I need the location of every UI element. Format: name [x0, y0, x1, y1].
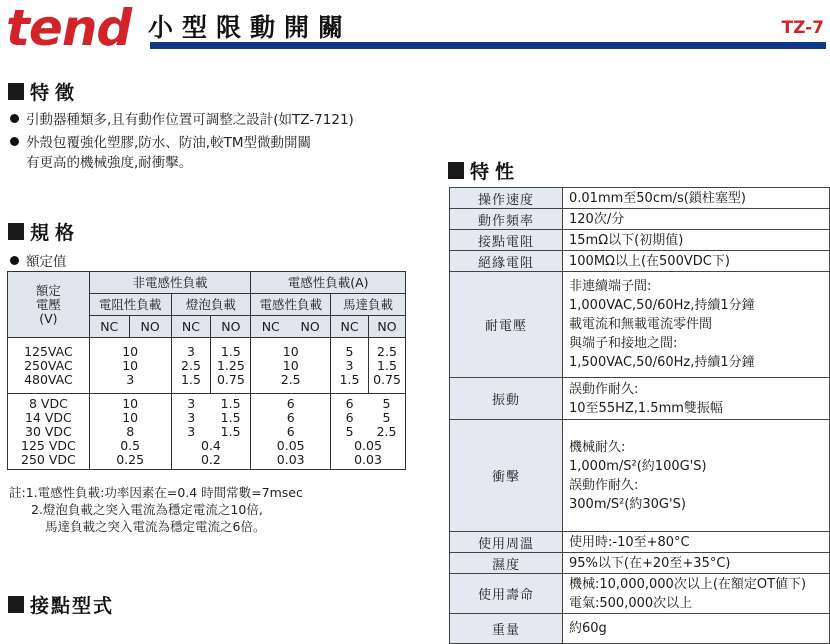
nc-no-header: NC NO [251, 316, 331, 338]
non-inductive-header: 非電感性負載 [89, 272, 251, 294]
characteristic-value-line: 誤動作耐久: [569, 381, 639, 397]
rated-voltage-header: 額定 電壓 (V) [8, 272, 90, 338]
features-title: 特徵 [30, 82, 81, 104]
ac-motor-nc-values: 5 3 1.5 [331, 338, 369, 394]
square-bullet-icon [8, 223, 24, 240]
dc-lamp-values: 3 3 3 1.5 1.5 1.5 0.4 0.2 [171, 394, 251, 470]
characteristic-key: 衝擊 [450, 420, 563, 532]
characteristic-value-line: 約60g [569, 621, 607, 636]
ac-inductive-values: 10 10 2.5 [251, 338, 331, 394]
feature-item-2-cont: 有更高的機械強度,耐衝擊。 [26, 155, 193, 171]
inductive-load-header: 電感性負載 [251, 294, 331, 316]
dc-motor-values: 6 6 5 5 5 2.5 0.05 0.03 [331, 394, 406, 470]
characteristic-key: 操作速度 [450, 188, 563, 209]
characteristic-value-line: 1,000m/S²(約100G'S) [569, 458, 707, 474]
header-divider-bar [150, 42, 826, 49]
rating-table [7, 271, 406, 470]
bullet-dot-icon [10, 256, 19, 265]
characteristic-value-line: 載電流和無載電流零件間 [569, 317, 713, 332]
characteristic-value-line: 機械:10,000,000次以上(在額定OT値下) [569, 576, 807, 592]
characteristic-row [450, 532, 830, 553]
characteristic-row [450, 553, 830, 574]
characteristic-value-line: 10至55HZ,1.5mm雙振幅 [569, 400, 723, 416]
model-code: TZ-7 [781, 18, 824, 38]
characteristic-row [450, 420, 830, 532]
characteristic-value-line: 120次/分 [569, 211, 625, 227]
feature-item-2: 外殼包覆強化塑膠,防水、防油,較TM型微動開關 [10, 131, 311, 151]
square-bullet-icon [448, 162, 464, 179]
characteristic-value [563, 272, 830, 378]
dc-voltages: 8 VDC 14 VDC 30 VDC 125 VDC 250 VDC [8, 394, 90, 470]
characteristics-heading [448, 157, 520, 184]
specs-heading [8, 218, 80, 245]
dc-inductive-values: 6 6 6 0.05 0.03 [251, 394, 331, 470]
characteristic-value [563, 532, 830, 553]
contact-title: 接點型式 [30, 595, 115, 617]
dc-resistive-values: 10 10 8 0.5 0.25 [89, 394, 171, 470]
square-bullet-icon [8, 596, 24, 613]
characteristic-value [563, 230, 830, 251]
characteristics-table [449, 187, 830, 644]
characteristic-key: 接點電阻 [450, 230, 563, 251]
characteristic-value [563, 188, 830, 209]
rated-label: 額定值 [10, 250, 67, 270]
no-header: NO [368, 316, 405, 338]
characteristic-row [450, 209, 830, 230]
characteristic-value-line: 1,500VAC,50/60Hz,持續1分鐘 [569, 355, 755, 370]
resistive-header: 電阻性負載 [89, 294, 171, 316]
characteristic-value [563, 378, 830, 420]
characteristic-value [563, 614, 830, 644]
characteristic-key: 振動 [450, 378, 563, 420]
characteristic-value [563, 574, 830, 614]
characteristic-value-line: 300m/S²(約30G'S) [569, 496, 686, 512]
ac-lamp-no-values: 1.5 1.25 0.75 [211, 338, 251, 394]
characteristic-row [450, 272, 830, 378]
notes [9, 484, 303, 535]
nc-header: NC [171, 316, 211, 338]
specs-title: 規格 [30, 222, 81, 244]
characteristics-title: 特性 [470, 161, 521, 183]
square-bullet-icon [8, 83, 24, 100]
note-1: 註:1.電感性負載:功率因素在=0.4 時間常數=7msec [9, 485, 303, 500]
characteristic-key: 耐電壓 [450, 272, 563, 378]
ac-motor-no-values: 2.5 1.5 0.75 [368, 338, 405, 394]
characteristic-value-line: 100MΩ以上(在500VDC下) [569, 253, 730, 269]
no-header: NO [129, 316, 171, 338]
characteristic-value [563, 553, 830, 574]
characteristic-row [450, 574, 830, 614]
characteristic-value-line: 1,000VAC,50/60Hz,持續1分鐘 [569, 298, 755, 313]
characteristic-key: 重量 [450, 614, 563, 644]
motor-header: 馬達負載 [331, 294, 406, 316]
characteristic-value [563, 420, 830, 532]
no-header: NO [211, 316, 251, 338]
characteristic-value-line: 誤動作耐久: [569, 477, 639, 493]
characteristic-value-line: 15mΩ以下(初期值) [569, 232, 684, 248]
characteristic-value-line: 使用時:-10至+80°C [569, 534, 690, 550]
characteristic-value-line: 0.01mm至50cm/s(鎖柱塞型) [569, 190, 746, 206]
characteristic-row [450, 188, 830, 209]
characteristic-value [563, 209, 830, 230]
ac-voltages: 125VAC 250VAC 480VAC [8, 338, 90, 394]
contact-heading [8, 591, 114, 618]
ac-resistive-values: 10 10 3 [89, 338, 171, 394]
characteristic-row [450, 378, 830, 420]
brand-logo: tend [6, 0, 132, 57]
lamp-header: 燈泡負載 [171, 294, 251, 316]
characteristic-row [450, 230, 830, 251]
inductive-header: 電感性負載(A) [251, 272, 406, 294]
characteristic-value-line: 機械耐久: [569, 439, 626, 455]
bullet-dot-icon [10, 137, 19, 146]
characteristic-value-line: 非連續端子間: [569, 279, 652, 294]
characteristic-value [563, 251, 830, 272]
characteristic-key: 動作頻率 [450, 209, 563, 230]
note-3: 馬達負載之突入電流為穩定電流之6倍。 [45, 519, 266, 534]
characteristic-key: 使用周溫 [450, 532, 563, 553]
features-heading [8, 78, 80, 105]
characteristic-value-line: 電氣:500,000次以上 [569, 595, 693, 611]
characteristic-value-line: 95%以下(在+20至+35°C) [569, 555, 731, 571]
note-2: 2.燈泡負載之突入電流為穩定電流之10倍, [31, 502, 263, 517]
characteristic-row [450, 251, 830, 272]
characteristic-key: 濕度 [450, 553, 563, 574]
characteristic-key: 使用壽命 [450, 574, 563, 614]
characteristic-key: 絕緣電阻 [450, 251, 563, 272]
nc-header: NC [89, 316, 129, 338]
characteristic-value-line: 與端子和接地之間: [569, 336, 678, 351]
page-title: 小型限動開關 [148, 13, 353, 42]
feature-item-1: 引動器種類多,且有動作位置可調整之設計(如TZ-7121) [10, 108, 354, 128]
ac-lamp-nc-values: 3 2.5 1.5 [171, 338, 211, 394]
nc-header: NC [331, 316, 369, 338]
characteristic-row [450, 614, 830, 644]
bullet-dot-icon [10, 114, 19, 123]
